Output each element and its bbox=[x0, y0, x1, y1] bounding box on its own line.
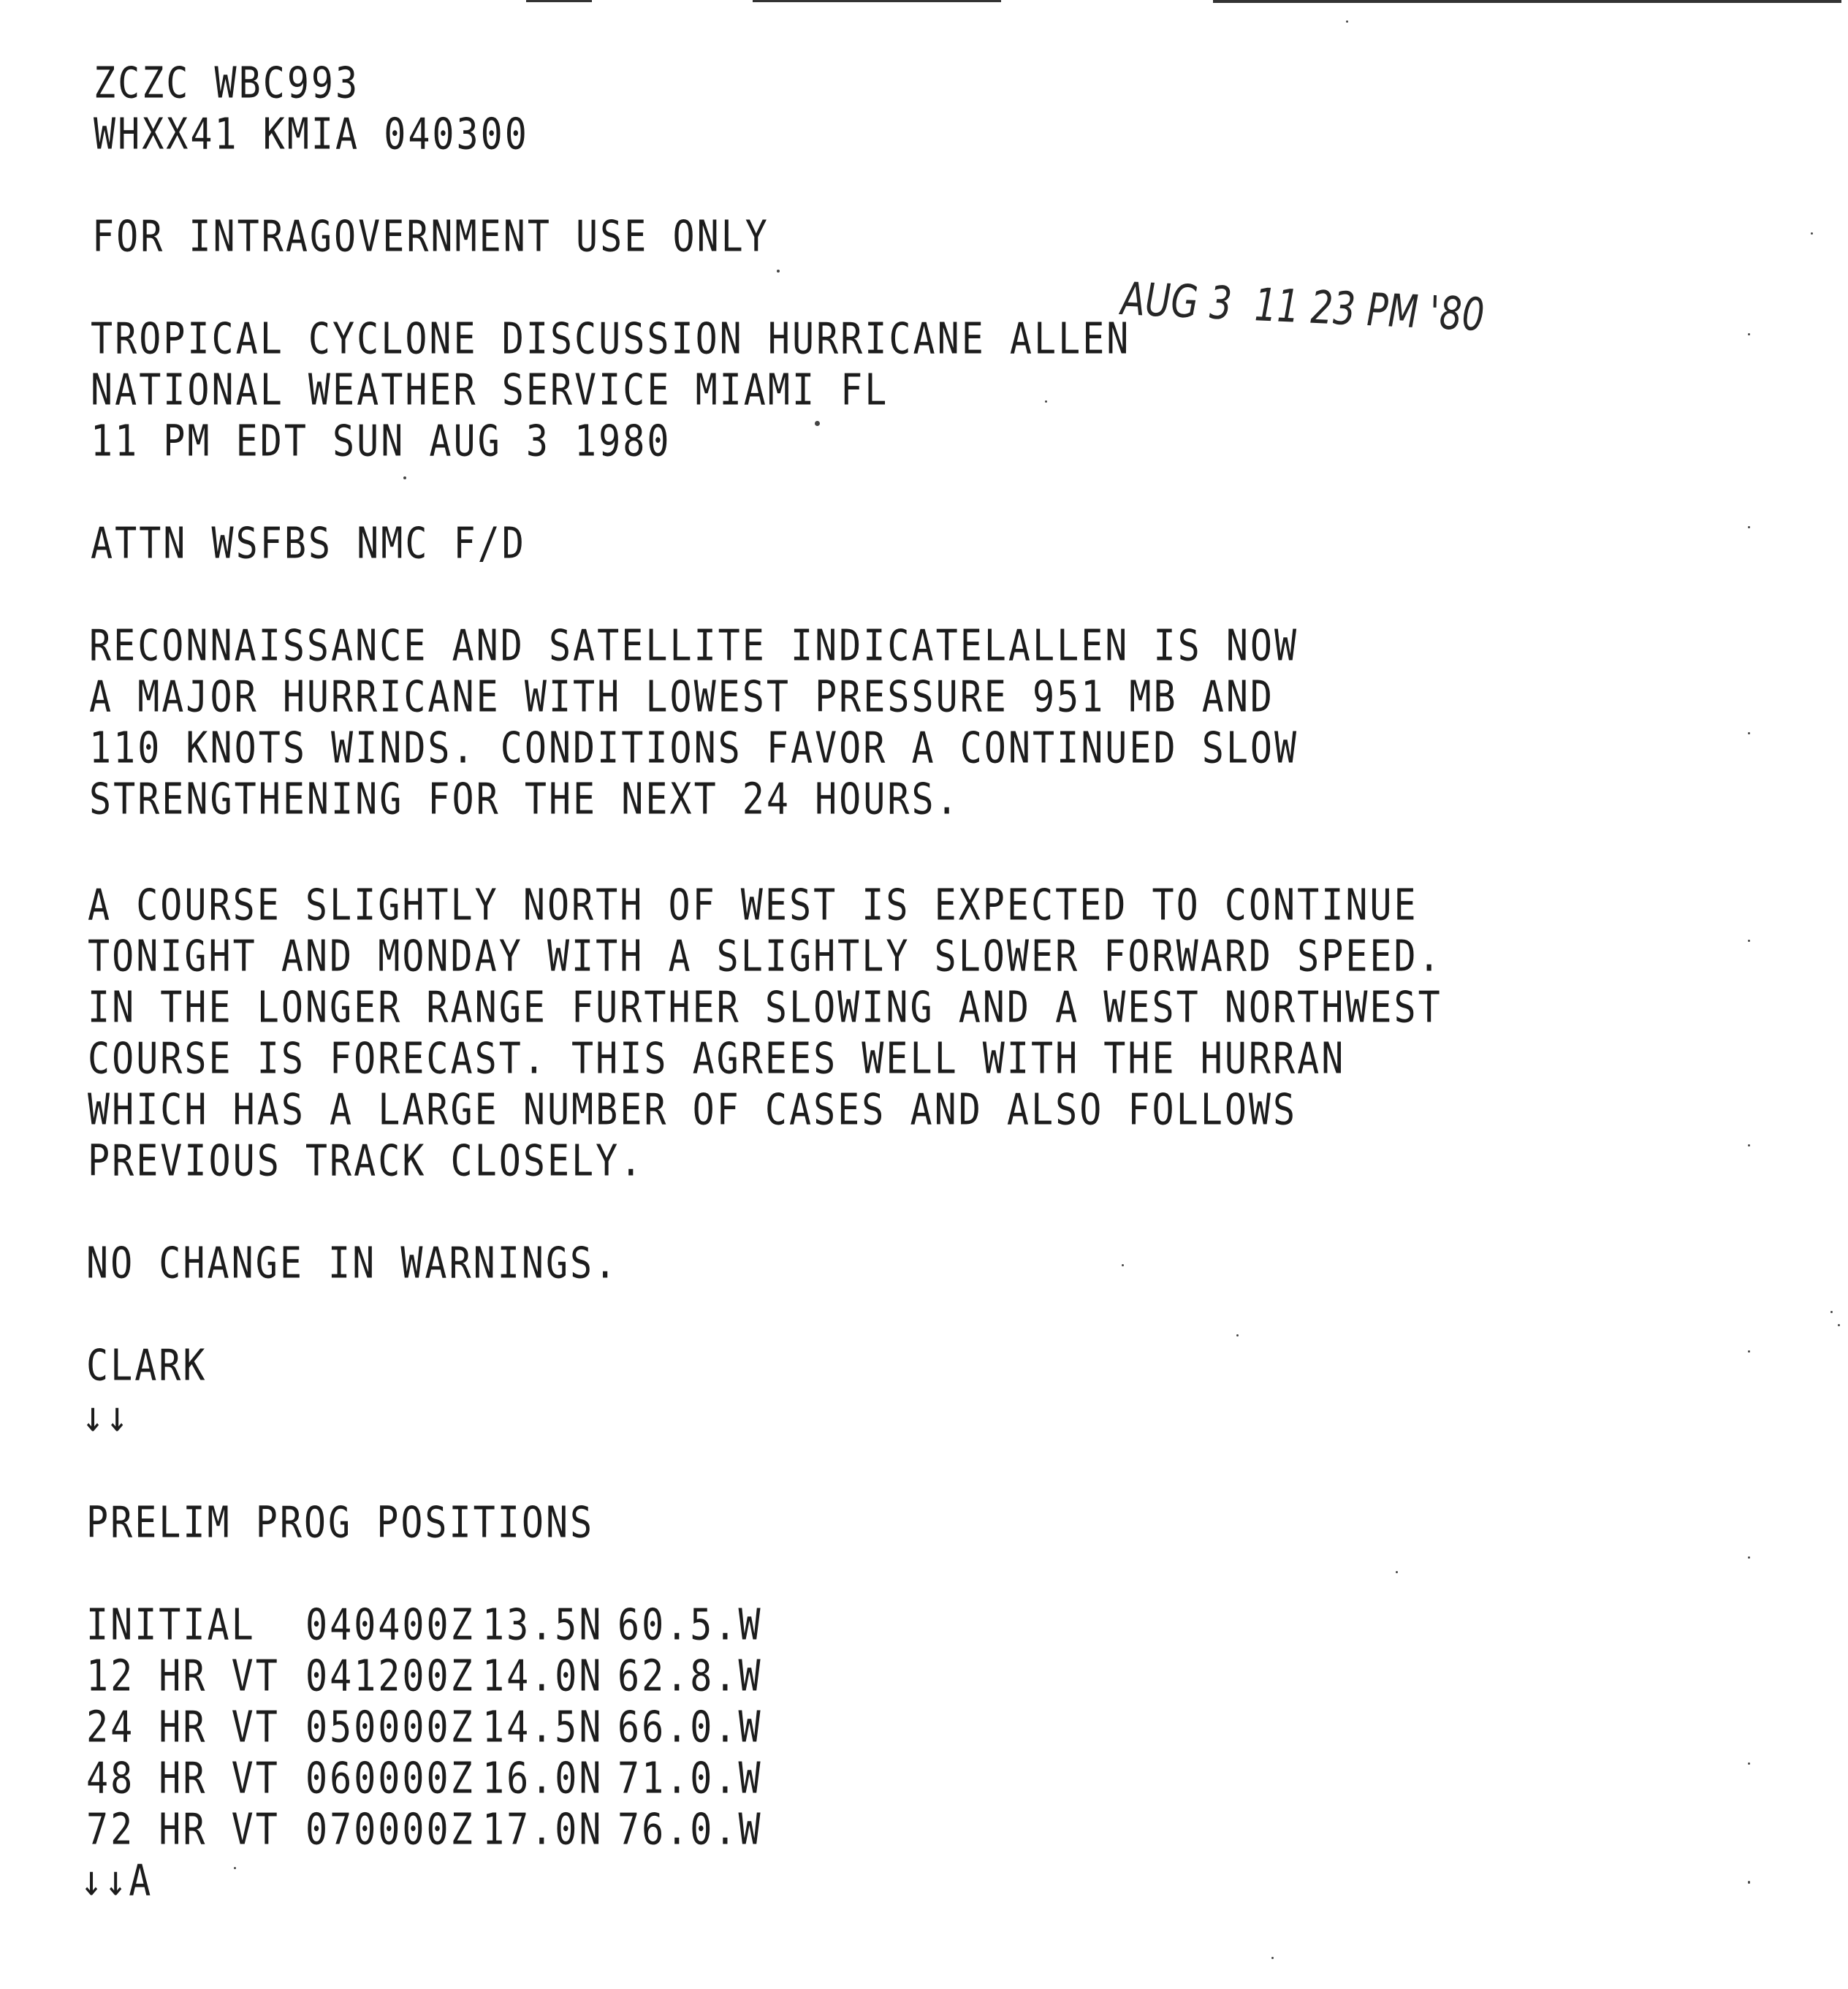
top-edge-mark bbox=[526, 0, 592, 2]
paragraph-2-line: IN THE LONGER RANGE FURTHER SLOWING AND A WEST NORTHWEST bbox=[88, 982, 1442, 1032]
position-time: 050000Z bbox=[305, 1702, 475, 1752]
position-lat: 13.5N bbox=[482, 1600, 604, 1650]
positions-heading: PRELIM PROG POSITIONS bbox=[86, 1497, 595, 1548]
paragraph-3-line: NO CHANGE IN WARNINGS. bbox=[86, 1238, 619, 1288]
scan-speck bbox=[1748, 940, 1750, 942]
position-lat: 17.0N bbox=[482, 1804, 604, 1855]
scan-speck bbox=[1271, 1957, 1274, 1959]
title-line-3: 11 PM EDT SUN AUG 3 1980 bbox=[91, 416, 672, 466]
scan-speck bbox=[1748, 732, 1750, 734]
scan-speck bbox=[815, 421, 820, 426]
position-lon: 71.0.W bbox=[617, 1753, 763, 1803]
position-label: INITIAL bbox=[86, 1600, 256, 1650]
position-lat: 14.5N bbox=[482, 1702, 604, 1752]
paragraph-2-line: COURSE IS FORECAST. THIS AGREES WELL WITH THE HURRAN bbox=[88, 1033, 1346, 1084]
paragraph-2-line: WHICH HAS A LARGE NUMBER OF CASES AND ALSO FOLLOWS bbox=[88, 1084, 1298, 1135]
position-label: 24 HR VT bbox=[86, 1702, 280, 1752]
scan-speck bbox=[1236, 1334, 1239, 1336]
position-lat: 14.0N bbox=[482, 1651, 604, 1701]
position-lon: 76.0.W bbox=[617, 1804, 763, 1855]
end-mark-2: ↓↓A bbox=[80, 1855, 153, 1906]
position-lon: 66.0.W bbox=[617, 1702, 763, 1752]
scan-speck bbox=[1748, 1350, 1750, 1353]
signature: CLARK bbox=[86, 1340, 208, 1391]
paragraph-2-line: PREVIOUS TRACK CLOSELY. bbox=[88, 1136, 644, 1186]
scan-speck bbox=[1748, 1881, 1750, 1884]
scan-speck bbox=[403, 476, 406, 479]
paragraph-1-line: STRENGTHENING FOR THE NEXT 24 HOURS. bbox=[89, 774, 960, 824]
scan-speck bbox=[1748, 1762, 1750, 1765]
scan-speck bbox=[1830, 1311, 1833, 1313]
top-edge-mark bbox=[753, 0, 1001, 2]
scan-speck bbox=[777, 270, 780, 273]
position-label: 72 HR VT bbox=[86, 1804, 280, 1855]
paragraph-1-line: 110 KNOTS WINDS. CONDITIONS FAVOR A CONTINUED SLOW bbox=[89, 723, 1299, 773]
position-time: 041200Z bbox=[305, 1651, 475, 1701]
scan-speck bbox=[1122, 1264, 1124, 1266]
restriction-line: FOR INTRAGOVERNMENT USE ONLY bbox=[92, 211, 769, 262]
scan-speck bbox=[1346, 20, 1348, 23]
title-line-2: NATIONAL WEATHER SERVICE MIAMI FL bbox=[91, 365, 889, 415]
paragraph-1-line: RECONNAISSANCE AND SATELLITE INDICATELALLEN IS NOW bbox=[89, 620, 1299, 671]
end-mark-1: ↓↓ bbox=[82, 1391, 131, 1442]
received-time-stamp: AUG 3 11 23 PM '80 bbox=[1120, 272, 1486, 342]
scan-speck bbox=[234, 1867, 236, 1869]
scan-speck bbox=[1748, 526, 1750, 528]
scan-speck bbox=[1748, 1556, 1750, 1559]
position-time: 040400Z bbox=[305, 1600, 475, 1650]
scan-speck bbox=[1811, 232, 1813, 235]
attention-line: ATTN WSFBS NMC F/D bbox=[91, 518, 526, 568]
scan-speck bbox=[1748, 333, 1750, 335]
position-time: 060000Z bbox=[305, 1753, 475, 1803]
scan-speck bbox=[1396, 1571, 1398, 1573]
title-line-1: TROPICAL CYCLONE DISCUSSION HURRICANE ALLEN bbox=[91, 313, 1131, 364]
position-lat: 16.0N bbox=[482, 1753, 604, 1803]
scan-speck bbox=[1838, 1324, 1840, 1326]
header-line-2: WHXX41 KMIA 040300 bbox=[94, 109, 529, 159]
position-lon: 62.8.W bbox=[617, 1651, 763, 1701]
position-label: 48 HR VT bbox=[86, 1753, 280, 1803]
paragraph-1-line: A MAJOR HURRICANE WITH LOWEST PRESSURE 951 MB AND bbox=[89, 672, 1275, 722]
header-line-1: ZCZC WBC993 bbox=[94, 58, 360, 108]
scan-speck bbox=[1045, 400, 1047, 403]
top-edge-mark bbox=[1213, 0, 1841, 3]
paragraph-2-line: TONIGHT AND MONDAY WITH A SLIGHTLY SLOWER FORWARD SPEED. bbox=[88, 931, 1442, 981]
scan-speck bbox=[1748, 1144, 1750, 1146]
position-label: 12 HR VT bbox=[86, 1651, 280, 1701]
paragraph-2-line: A COURSE SLIGHTLY NORTH OF WEST IS EXPECTED TO CONTINUE bbox=[88, 880, 1418, 930]
position-time: 070000Z bbox=[305, 1804, 475, 1855]
position-lon: 60.5.W bbox=[617, 1600, 763, 1650]
